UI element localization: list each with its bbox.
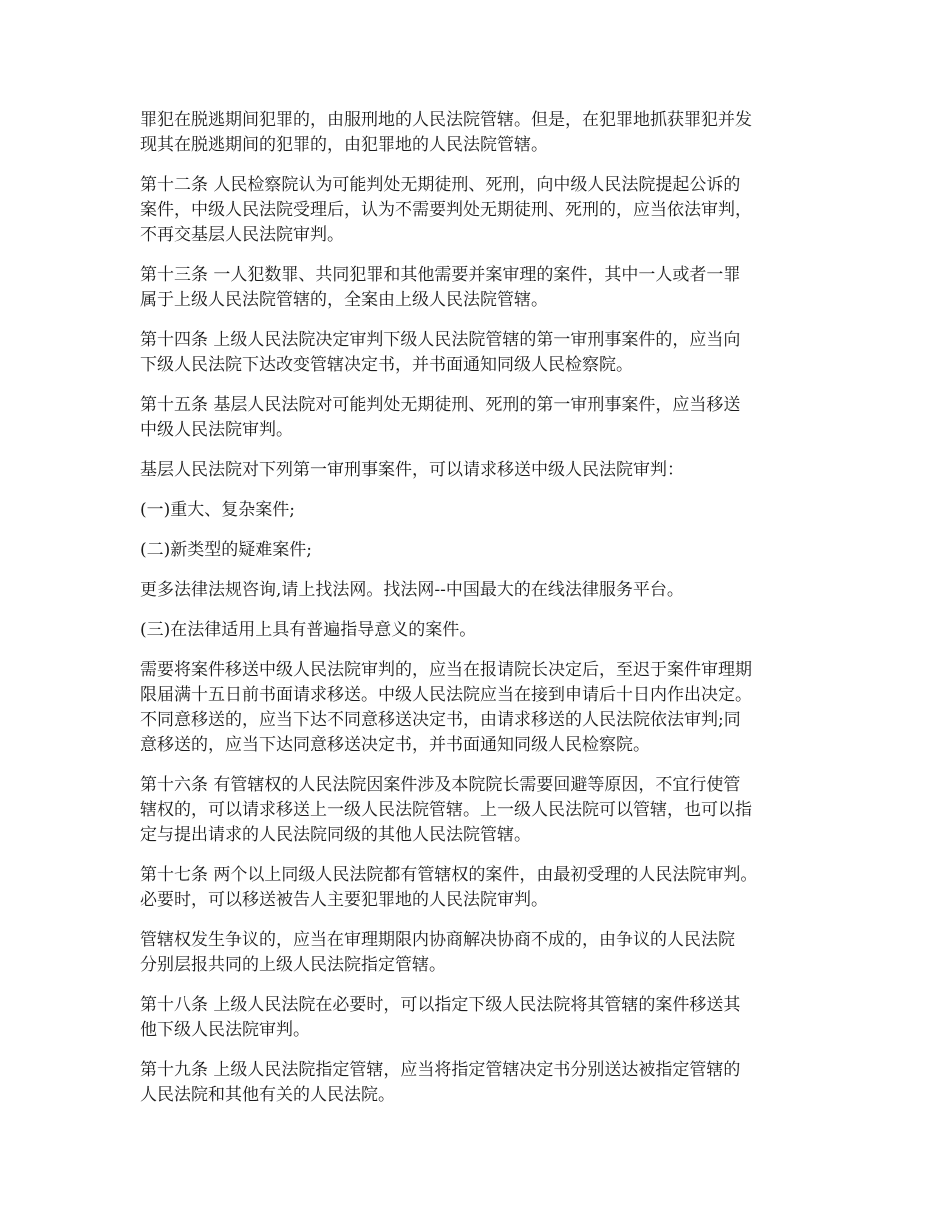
document-body	[140, 108, 830, 1123]
transfer-procedure-paragraph: 需要将案件移送中级人民法院审判的，应当在报请院长决定后，至迟于案件审理期 限届满十五日前书面请求移送。中级人民法院应当在接到申请后十日内作出决定。 不同意移送的，应当下达不同意移送决定书，由请求移送的人民法院依法审判;同 意移送的，应当下达同意移送决定书，并书面通知同级人民检察院。	[140, 660, 752, 755]
jurisdiction-dispute-paragraph: 管辖权发生争议的，应当在审理期限内协商解决协商不成的，由争议的人民法院 分别层报共同的上级人民法院指定管辖。	[140, 930, 735, 975]
article-13-paragraph: 第十三条 一人犯数罪、共同犯罪和其他需要并案审理的案件，其中一人或者一罪 属于上级人民法院管辖的，全案由上级人民法院管辖。	[140, 265, 741, 310]
article-15-list-intro: 基层人民法院对下列第一审刑事案件，可以请求移送中级人民法院审判：	[140, 460, 684, 480]
paragraph-1: 罪犯在脱逃期间犯罪的，由服刑地的人民法院管辖。但是，在犯罪地抓获罪犯并发 现其在脱逃期间的犯罪的，由犯罪地的人民法院管辖。	[140, 110, 752, 155]
list-item-3: (三)在法律适用上具有普遍指导意义的案件。	[140, 620, 477, 640]
article-15-paragraph: 第十五条 基层人民法院对可能判处无期徒刑、死刑的第一审刑事案件，应当移送 中级人民法院审判。	[140, 395, 741, 440]
list-item-1: (一)重大、复杂案件;	[140, 500, 295, 520]
article-12-paragraph: 第十二条 人民检察院认为可能判处无期徒刑、死刑，向中级人民法院提起公诉的 案件，中级人民法院受理后，认为不需要判处无期徒刑、死刑的，应当依法审判， 不再交基层人民法院审判。	[140, 175, 752, 245]
article-19-paragraph: 第十九条 上级人民法院指定管辖，应当将指定管辖决定书分别送达被指定管辖的 人民法院和其他有关的人民法院。	[140, 1060, 741, 1105]
article-16-paragraph: 第十六条 有管辖权的人民法院因案件涉及本院院长需要回避等原因，不宜行使管 辖权的，可以请求移送上一级人民法院管辖。上一级人民法院可以管辖，也可以指 定与提出请求的人民法院同级的其他人民法院管辖。	[140, 775, 752, 845]
article-17-paragraph: 第十七条 两个以上同级人民法院都有管辖权的案件，由最初受理的人民法院审判。 必要时，可以移送被告人主要犯罪地的人民法院审判。	[140, 865, 758, 910]
article-18-paragraph: 第十八条 上级人民法院在必要时，可以指定下级人民法院将其管辖的案件移送其 他下级人民法院审判。	[140, 995, 741, 1040]
list-item-2: (二)新类型的疑难案件;	[140, 540, 312, 560]
article-14-paragraph: 第十四条 上级人民法院决定审判下级人民法院管辖的第一审刑事案件的，应当向 下级人民法院下达改变管辖决定书，并书面通知同级人民检察院。	[140, 330, 741, 375]
promo-text: 更多法律法规咨询,请上找法网。找法网--中国最大的在线法律服务平台。	[140, 580, 684, 600]
